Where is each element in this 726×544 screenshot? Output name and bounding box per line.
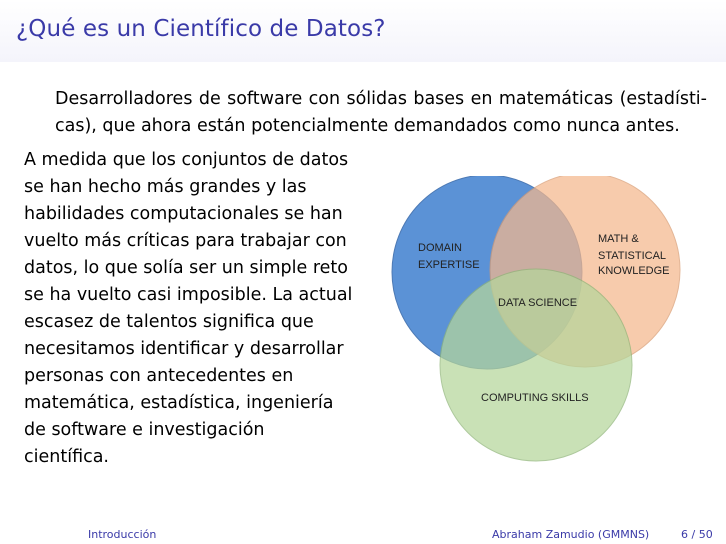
slide-title: ¿Qué es un Científico de Datos? bbox=[16, 16, 386, 42]
footer-author: Abraham Zamudio (GMMNS) bbox=[492, 528, 650, 541]
label-computing: COMPUTING SKILLS bbox=[481, 392, 589, 404]
title-bar bbox=[0, 0, 726, 62]
venn-diagram bbox=[386, 176, 686, 466]
label-math-3: KNOWLEDGE bbox=[598, 265, 670, 277]
label-domain-1: DOMAIN bbox=[418, 242, 462, 254]
intro-paragraph: Desarrolladores de software con sólidas bases en matemáticas (estadísti-cas), que ahora están potencialmente demandados como nunca antes. bbox=[55, 89, 707, 136]
label-math-2: STATISTICAL bbox=[598, 250, 667, 262]
label-domain-2: EXPERTISE bbox=[418, 259, 480, 271]
footer-page-number: 6 / 50 bbox=[681, 528, 713, 541]
footer-section: Introducción bbox=[88, 528, 157, 541]
label-math-1: MATH & bbox=[598, 233, 639, 245]
label-data-science: DATA SCIENCE bbox=[498, 297, 578, 309]
footer bbox=[0, 524, 726, 544]
body-paragraph: A medida que los conjuntos de datos se han hecho más grandes y las habilidades computacionales se han vuelto más críticas para trabajar con datos, lo que solía ser un simple reto se ha vuelto casi imposible. La actual escasez de talentos significa que necesitamos identificar y desarrollar personas con antecedentes en matemática, estadística, ingeniería de software e investigación científica. bbox=[24, 150, 353, 467]
